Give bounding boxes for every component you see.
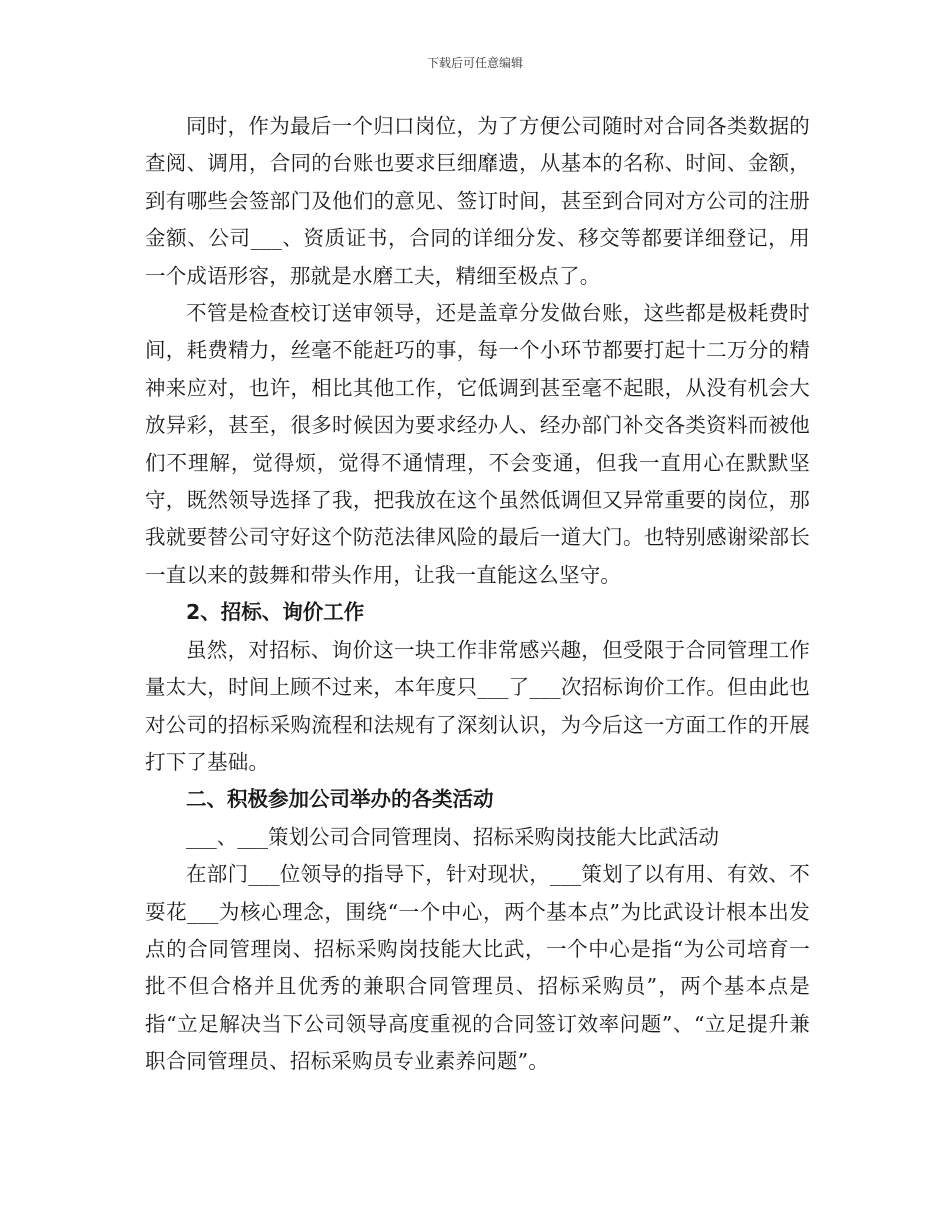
paragraph-competition: 在部门___位领导的指导下，针对现状，___策划了以有用、有效、不耍花___为核心理念，围绕“一个中心，两个基本点”为比武设计根本出发点的合同管理岗、招标采购岗技能大比武，一个中心是指“为公司培育一批不但合格并且优秀的兼职合同管理员、招标采购员”，两个基本点是指“立足解决当下公司领导高度重视的合同签订效率问题”、“立足提升兼职合同管理员、招标采购员专业素养问题”。 <box>145 862 810 1074</box>
page-header: 下载后可任意编辑 <box>426 56 523 70</box>
paragraph-bidding: 虽然，对招标、询价这一块工作非常感兴趣，但受限于合同管理工作量太大，时间上顾不过来，本年度只___了___次招标询价工作。但由此也对公司的招标采购流程和法规有了深刻认识，为今后这一方面工作的开展打下了基础。 <box>145 637 810 774</box>
paragraph-contract-ledger: 同时，作为最后一个归口岗位，为了方便公司随时对合同各类数据的查阅、调用，合同的台账也要求巨细靡遗，从基本的名称、时间、金额，到有哪些会签部门及他们的意见、签订时间，甚至到合同对方公司的注册金额、公司___、资质证书，合同的详细分发、移交等都要详细登记，用一个成语形容，那就是水磨工夫，精细至极点了。 <box>145 114 810 288</box>
subheading-competition: ___、___策划公司合同管理岗、招标采购岗技能大比武活动 <box>186 824 719 849</box>
section-heading-bidding: 2、招标、询价工作 <box>186 600 365 625</box>
paragraph-diligence: 不管是检查校订送审领导，还是盖章分发做台账，这些都是极耗费时间，耗费精力，丝毫不能赶巧的事，每一个小环节都要打起十二万分的精神来应对，也许，相比其他工作，它低调到甚至毫不起眼，从没有机会大放异彩，甚至，很多时候因为要求经办人、经办部门补交各类资料而被他们不理解，觉得烦，觉得不通情理，不会变通，但我一直用心在默默坚守，既然领导选择了我，把我放在这个虽然低调但又异常重要的岗位，那我就要替公司守好这个防范法律风险的最后一道大门。也特别感谢梁部长一直以来的鼓舞和带头作用，让我一直能这么坚守。 <box>145 301 810 587</box>
document-body <box>145 108 810 1081</box>
section-heading-activities: 二、积极参加公司举办的各类活动 <box>186 787 494 812</box>
